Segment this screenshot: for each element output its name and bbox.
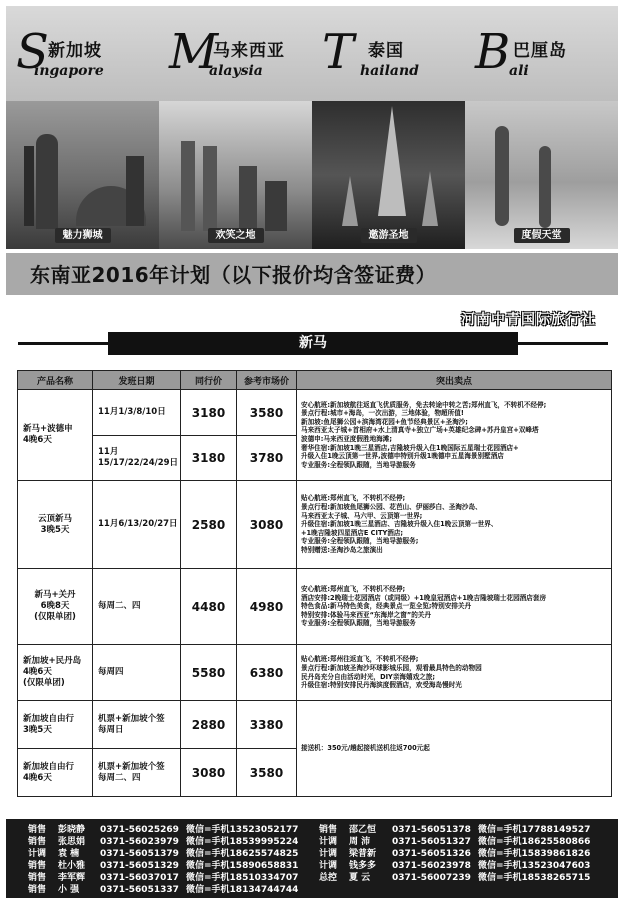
- contact-name: 张思娟: [58, 837, 86, 847]
- contact-wechat: 微信=手机18510334707: [186, 873, 299, 883]
- contact-phone: 0371-56007239: [392, 873, 471, 883]
- table-header: [18, 371, 612, 390]
- contact-name: 夏 云: [349, 873, 371, 883]
- contact-wechat: 微信=手机18625574825: [186, 849, 299, 859]
- text-line: 升级入住1晚云顶第一世界,波德申特别升级1晚德申五星海景别墅酒店: [301, 452, 504, 461]
- contact-role: 销售: [28, 825, 47, 835]
- contact-row: [6, 885, 618, 896]
- text-line: 奢华住宿:新加坡1晚三星酒店,吉隆坡升级入住1晚国际五星瑞士花园酒店+: [301, 443, 519, 452]
- destination-letter: M: [169, 24, 219, 80]
- contact-name: 梁普新: [349, 849, 377, 859]
- contact-role: 销售: [28, 873, 47, 883]
- contact-footer: [6, 819, 618, 898]
- product-name: [18, 481, 93, 569]
- destination-letter: B: [475, 24, 511, 80]
- panel-singapore: [6, 6, 159, 249]
- contact-wechat: 微信=手机18134744744: [186, 885, 299, 895]
- text-line: 每周二、四: [98, 601, 141, 611]
- text-line: 4晚6天: [23, 667, 52, 677]
- departure-date: [93, 436, 181, 481]
- market-price: 6380: [237, 645, 297, 701]
- text-line: 11月15/17/22/24/29日: [98, 447, 179, 468]
- text-line: 专业服务:全程领队跟随，当地导游服务;: [301, 537, 419, 546]
- text-line: 新加坡自由行: [23, 761, 75, 772]
- panel-thailand: [312, 6, 465, 249]
- contact-phone: 0371-56051337: [100, 885, 179, 895]
- contact-role: 计调: [28, 849, 47, 859]
- contact-name: 杜小雅: [58, 861, 86, 871]
- selling-points: [297, 481, 612, 569]
- text-line: 特别赠送:圣淘沙岛之旅演出: [301, 545, 383, 554]
- text-line: 专业服务:全程领队跟随，当地导游服务: [301, 619, 416, 628]
- departure-date: [93, 569, 181, 645]
- title-bar: [6, 253, 618, 295]
- text-line: 马来西亚太子城+首相府+水上清真寺+独立广场+英雄纪念碑+苏丹皇宫+双峰塔: [301, 426, 539, 435]
- text-line: 每周二、四: [98, 772, 141, 783]
- contact-phone: 0371-56025269: [100, 825, 179, 835]
- product-name: [18, 569, 93, 645]
- text-line: (仅限单团): [23, 678, 65, 688]
- contact-wechat: 微信=手机13523047603: [478, 861, 591, 871]
- destination-cn: 巴厘岛: [513, 41, 567, 61]
- text-line: 新加坡+民丹岛: [23, 656, 82, 666]
- contact-phone: 0371-56051379: [100, 849, 179, 859]
- header-cell: 突出卖点: [297, 371, 612, 390]
- contact-phone: 0371-56051326: [392, 849, 471, 859]
- contact-phone: 0371-56037017: [100, 873, 179, 883]
- contact-name: 李军辉: [58, 873, 86, 883]
- contact-role: 销售: [28, 837, 47, 847]
- agency-name: 河南中青国际旅行社: [461, 312, 596, 328]
- contact-phone: 0371-56023979: [100, 837, 179, 847]
- text-line: 景点行程:新加坡鱼尾狮公园、花芭山、伊丽莎白、圣淘沙岛、: [301, 503, 482, 512]
- selling-points: [297, 645, 612, 701]
- text-line: 机票+新加坡个签: [98, 713, 165, 724]
- contact-row: [6, 849, 618, 860]
- page-title: 东南亚2016年计划（以下报价均含签证费）: [30, 263, 437, 287]
- text-line: (仅限单团): [34, 612, 76, 622]
- peer-price: 5580: [181, 645, 237, 701]
- market-price: 3080: [237, 481, 297, 569]
- contact-wechat: 微信=手机18625580866: [478, 837, 591, 847]
- text-line: 11月1/3/8/10日: [98, 407, 166, 417]
- contact-wechat: 微信=手机18539995224: [186, 837, 299, 847]
- text-line: 酒店安排:2晚瑞士花园酒店（或同级）+1晚皇冠酒店+1晚吉隆坡瑞士花园酒店套房: [301, 593, 547, 602]
- section-title: 新马: [108, 332, 518, 355]
- text-line: 每周日: [98, 724, 124, 735]
- peer-price: 3080: [181, 749, 237, 797]
- price-table: [17, 370, 612, 797]
- contact-name: 彭晓静: [58, 825, 86, 835]
- contact-role: 总控: [319, 873, 338, 883]
- departure-date: [93, 390, 181, 436]
- header-cell: 产品名称: [18, 371, 93, 390]
- contact-name: 小 强: [58, 885, 80, 895]
- contact-wechat: 微信=手机17788149527: [478, 825, 591, 835]
- table-row: [18, 390, 612, 436]
- contact-wechat: 微信=手机15890658831: [186, 861, 299, 871]
- contact-name: 邵乙恒: [349, 825, 377, 835]
- text-line: 贴心航班:郑州直飞，不转机不经停;: [301, 494, 406, 503]
- text-line: 新马+关丹: [34, 590, 76, 600]
- text-line: 安心航班:郑州直飞，不转机不经停;: [301, 585, 406, 594]
- text-line: 4晚6天: [23, 772, 52, 783]
- text-line: 波德申:马来西亚度假胜地海滩;: [301, 435, 392, 443]
- destination-tag: 度假天堂: [514, 228, 570, 243]
- text-line: 每周四: [98, 667, 124, 677]
- contact-role: 销售: [28, 885, 47, 895]
- text-line: 景点行程:城市+海岛，一次出游，三地体验，物超所值!: [301, 409, 464, 418]
- header-cell: 发班日期: [93, 371, 181, 390]
- text-line: 新加坡:鱼尾狮公园+滨海湾花园+鱼节经典景区+圣淘沙;: [301, 417, 468, 426]
- text-line: 贴心航班:郑州往返直飞，不转机不经停;: [301, 655, 419, 664]
- panel-bali: [465, 6, 618, 249]
- departure-date: [93, 701, 181, 749]
- contact-name: 钱多多: [349, 861, 377, 871]
- selling-points: [297, 701, 612, 797]
- contact-role: 销售: [28, 861, 47, 871]
- selling-points: [297, 569, 612, 645]
- contact-phone: 0371-56051327: [392, 837, 471, 847]
- text-line: 马来西亚太子城、马六甲、云顶第一世界;: [301, 511, 423, 520]
- text-line: 新加坡自由行: [23, 713, 75, 724]
- table-row: [18, 645, 612, 701]
- text-line: 6晚8天: [40, 601, 70, 611]
- header-cell: 参考市场价: [237, 371, 297, 390]
- destination-tag: 邀游圣地: [361, 228, 417, 243]
- table-row: [18, 569, 612, 645]
- destination-cn: 泰国: [368, 41, 404, 61]
- contact-role: 销售: [319, 825, 338, 835]
- text-line: 机票+新加坡个签: [98, 761, 165, 772]
- header-cell: 同行价: [181, 371, 237, 390]
- text-line: 云顶新马: [37, 513, 72, 524]
- contact-name: 袁 楠: [58, 849, 80, 859]
- market-price: 3580: [237, 749, 297, 797]
- text-line: 升级住宿:特别安排民丹海滨度假酒店，欢受海岛慢时光: [301, 681, 462, 690]
- text-line: 专业服务:全程领队跟随，当地导游服务: [301, 460, 416, 469]
- destination-letter: S: [16, 24, 49, 80]
- destination-banner: [6, 6, 618, 249]
- text-line: 3晚5天: [23, 724, 52, 735]
- contact-role: 计调: [319, 861, 338, 871]
- text-line: 新马+波德申: [23, 424, 73, 434]
- contact-name: 周 沛: [349, 837, 371, 847]
- peer-price: 3180: [181, 436, 237, 481]
- contact-phone: 0371-56023978: [392, 861, 471, 871]
- selling-points: [297, 390, 612, 481]
- peer-price: 3180: [181, 390, 237, 436]
- market-price: 3380: [237, 701, 297, 749]
- table-row: [18, 481, 612, 569]
- contact-phone: 0371-56051378: [392, 825, 471, 835]
- peer-price: 2880: [181, 701, 237, 749]
- contact-wechat: 微信=手机18538265715: [478, 873, 591, 883]
- product-name: [18, 701, 93, 749]
- destination-tag: 欢笑之地: [208, 228, 264, 243]
- text-line: 3晚5天: [40, 524, 70, 535]
- market-price: 3780: [237, 436, 297, 481]
- contact-wechat: 微信=手机13523052177: [186, 825, 299, 835]
- contact-wechat: 微信=手机15839861826: [478, 849, 591, 859]
- contact-row: [6, 873, 618, 884]
- contact-role: 计调: [319, 849, 338, 859]
- contact-row: [6, 825, 618, 836]
- contact-role: 计调: [319, 837, 338, 847]
- contact-row: [6, 861, 618, 872]
- destination-en: ali: [509, 63, 529, 79]
- destination-cn: 马来西亚: [213, 41, 285, 61]
- departure-date: [93, 645, 181, 701]
- market-price: 4980: [237, 569, 297, 645]
- text-line: +1晚吉隆坡四星酒店E CITY酒店;: [301, 528, 404, 537]
- text-line: 4晚6天: [23, 435, 52, 445]
- destination-letter: T: [322, 24, 355, 80]
- departure-date: [93, 481, 181, 569]
- text-line: 11月6/13/20/27日: [98, 519, 178, 529]
- text-line: 特别安排:体验马来西亚“东海岸之窗”的关丹: [301, 610, 431, 619]
- product-name: [18, 645, 93, 701]
- text-line: 特色食品:新马特色美食，经典景点一览全览;特别安排关丹: [301, 602, 472, 611]
- destination-en: alaysia: [209, 63, 263, 79]
- departure-date: [93, 749, 181, 797]
- text-line: 升级住宿:新加坡1晚三星酒店、吉隆坡升级入住1晚云顶第一世界、: [301, 520, 498, 529]
- panel-malaysia: [159, 6, 312, 249]
- text-line: 接送机：350元/趟起接机送机往返700元起: [301, 744, 430, 753]
- contact-phone: 0371-56051329: [100, 861, 179, 871]
- peer-price: 2580: [181, 481, 237, 569]
- destination-en: ingapore: [34, 63, 104, 79]
- product-name: [18, 390, 93, 481]
- table-row: [18, 701, 612, 749]
- text-line: 安心航班:新加坡航往返直飞优质服务，免去转途中转之苦;郑州直飞，不转机不经停;: [301, 400, 547, 409]
- destination-en: hailand: [360, 63, 419, 79]
- peer-price: 4480: [181, 569, 237, 645]
- destination-tag: 魅力狮城: [55, 228, 111, 243]
- text-line: 民丹岛充分自由活动时光，DIY亲海嬉戏之旅;: [301, 672, 436, 681]
- market-price: 3580: [237, 390, 297, 436]
- text-line: 景点行程:新加坡圣淘沙环球影城乐园，观看最具特色的动物园: [301, 663, 482, 672]
- contact-row: [6, 837, 618, 848]
- product-name: [18, 749, 93, 797]
- destination-cn: 新加坡: [48, 41, 102, 61]
